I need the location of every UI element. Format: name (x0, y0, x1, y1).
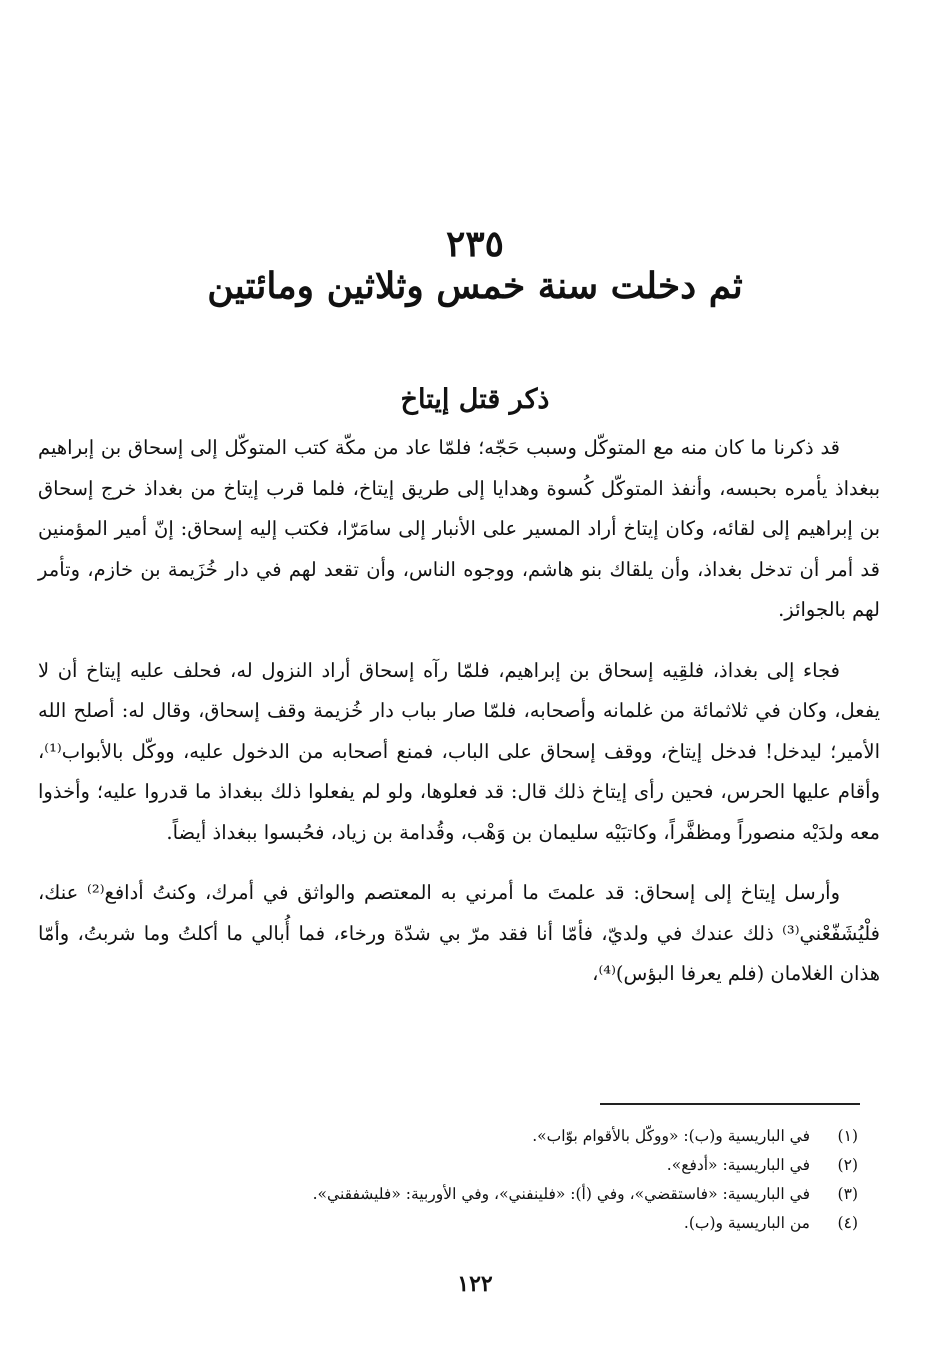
footnote-number: (٣) (837, 1185, 858, 1203)
footnote-text: في الباريسية و(ب): «ووكّل بالأقوام بوّاب». (532, 1127, 810, 1145)
footnotes (58, 1122, 858, 1238)
footnote-divider (600, 1103, 860, 1105)
footnote-text: في الباريسية: «فاستقضي»، وفي (أ): «فلينفني»، وفي الأوربية: «فليشفقني». (312, 1185, 810, 1203)
footnote (58, 1180, 858, 1209)
footnote-number: (١) (837, 1127, 858, 1145)
page-number: ١٢٢ (457, 1271, 493, 1297)
footnote-number: (٢) (837, 1156, 858, 1174)
year-number: ٢٣٥ (445, 223, 504, 265)
section-heading: ذكر قتل إيتاخ (400, 384, 550, 415)
body-text (38, 428, 880, 995)
paragraph: قد ذكرنا ما كان منه مع المتوكّل وسبب حَجّه؛ فلمّا عاد من مكّة كتب المتوكّل إلى إسحاق بن إبراهيم ببغداذ يأمره بحبسه، وأنفذ المتوكّل كُسوة وهدايا إلى طريق إيتاخ، فلما قرب إيتاخ من بغداذ خرج إسحاق بن إبراهيم إلى لقائه، وكان إيتاخ أراد المسير على الأنبار إلى سامَرّا، فكتب إليه إسحاق: إنّ أمير المؤمنين قد أمر أن تدخل بغداذ، وأن يلقاك بنو هاشم، ووجوه الناس، وأن تقعد لهم في دار خُزَيمة بن خازم، وتأمر لهم بالجوائز. (38, 436, 880, 621)
paragraph: فجاء إلى بغداذ، فلقِيه إسحاق بن إبراهيم، فلمّا رآه إسحاق أراد النزول له، فحلف عليه إيتاخ أن لا يفعل، وكان في ثلاثمائة من غلمانه وأصحابه، فلمّا صار بباب دار خُزيمة وقف إسحاق، وقال له: أصلح الله الأمير؛ ليدخل! فدخل إيتاخ، ووقف إسحاق على الباب، فمنع أصحابه من الدخول عليه، ووكّل بالأبواب⁽¹⁾، وأقام عليها الحرس، فحين رأى إيتاخ ذلك قال: قد فعلوها، ولو لم يفعلوا ذلك ببغداذ ما قدروا عليه؛ وأخذوا معه ولدَيْه منصوراً ومظفَّراً، وكاتبَيْه سليمان بن وَهْب، وقُدامة بن زياد، فحُبسوا ببغداذ أيضاً. (38, 658, 880, 844)
footnote-text: من الباريسية و(ب). (683, 1214, 810, 1232)
footnote (58, 1122, 858, 1151)
footnote-number: (٤) (837, 1214, 858, 1232)
paragraph: وأرسل إيتاخ إلى إسحاق: قد علمتَ ما أمرني به المعتصم والواثق في أمرك، وكنتُ أدافع⁽²⁾ عنك، فلْيُشَفّعْني⁽³⁾ ذلك عندك في ولديّ، فأمّا أنا فقد مرّ بي شدّة ورخاء، فما أُبالي ما أكلتُ وما شربتُ، وأمّا هذان الغلامان (فلم يعرفا البؤس)⁽⁴⁾، (38, 881, 880, 985)
footnote-text: في الباريسية: «أدفع». (666, 1156, 810, 1174)
chapter-title: ثم دخلت سنة خمس وثلاثين ومائتين (207, 265, 743, 307)
footnote (58, 1209, 858, 1238)
footnote (58, 1151, 858, 1180)
